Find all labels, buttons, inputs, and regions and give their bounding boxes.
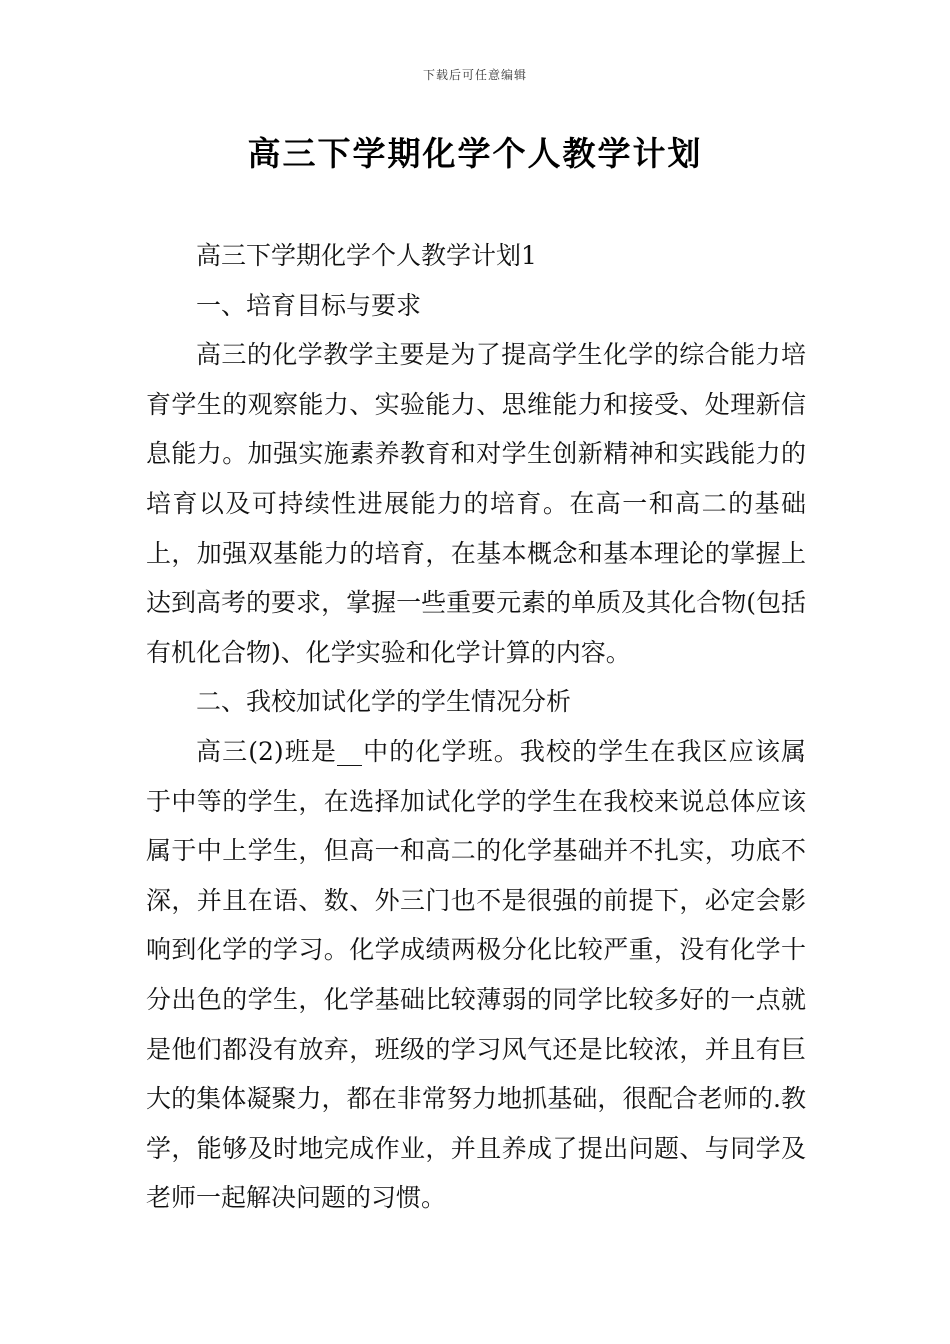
document-body <box>146 231 806 1223</box>
section-heading-goals: 一、培育目标与要求 <box>196 290 422 320</box>
paragraph-analysis: 高三(2)班是__中的化学班。我校的学生在我区应该属于中等的学生，在选择加试化学的学生在我校来说总体应该属于中上学生，但高一和高二的化学基础并不扎实，功底不深，并且在语、数、外三门也不是很强的前提下，必定会影响到化学的学习。化学成绩两极分化比较严重，没有化学十分出色的学生，化学基础比较薄弱的同学比较多好的一点就是他们都没有放弃，班级的学习风气还是比较浓，并且有巨大的集体凝聚力，都在非常努力地抓基础，很配合老师的.教学，能够及时地完成作业，并且养成了提出问题、与同学及老师一起解决问题的习惯。 <box>146 736 806 1213</box>
section-heading-analysis: 二、我校加试化学的学生情况分析 <box>196 687 572 717</box>
section-heading-plan: 高三下学期化学个人教学计划1 <box>196 241 537 270</box>
paragraph-goals: 高三的化学教学主要是为了提高学生化学的综合能力培育学生的观察能力、实验能力、思维能力和接受、处理新信息能力。加强实施素养教育和对学生创新精神和实践能力的培育以及可持续性进展能力的培育。在高一和高二的基础上，加强双基能力的培育，在基本概念和基本理论的掌握上达到高考的要求，掌握一些重要元素的单质及其化合物(包括有机化合物)、化学实验和化学计算的内容。 <box>146 340 806 667</box>
document-title: 高三下学期化学个人教学计划 <box>247 134 703 173</box>
header-note: 下载后可任意编辑 <box>422 68 527 82</box>
